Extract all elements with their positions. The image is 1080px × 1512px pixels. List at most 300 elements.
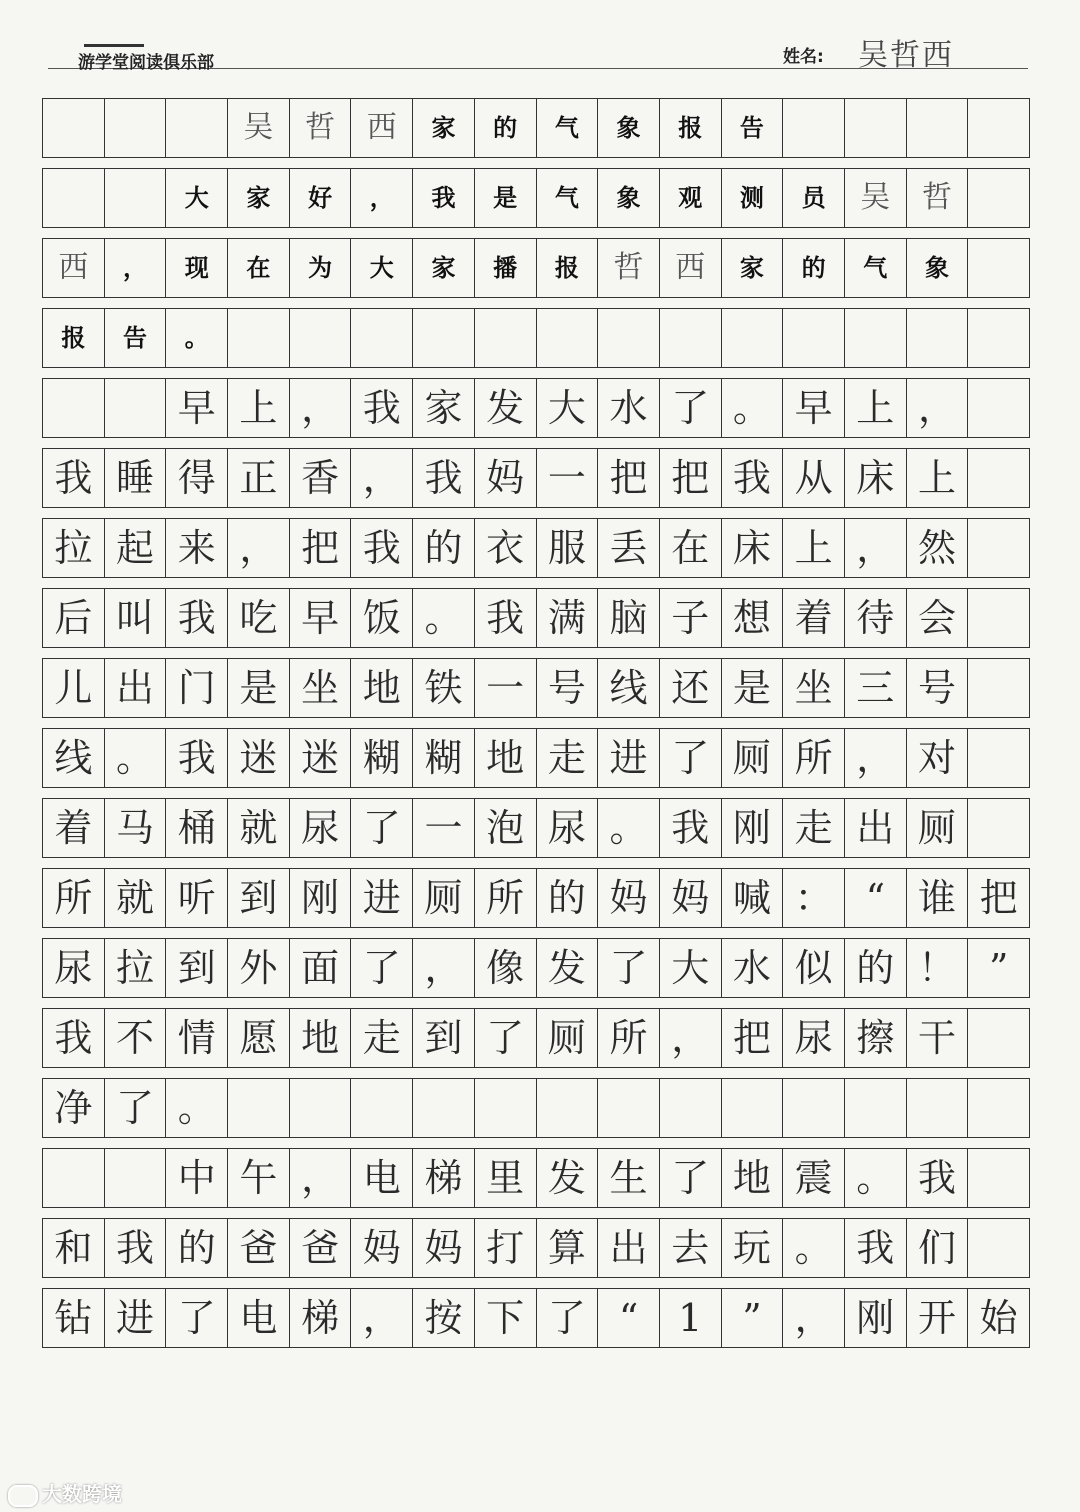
grid-cell: 员	[783, 169, 845, 227]
grid-cell	[537, 309, 599, 367]
grid-cell: 就	[105, 869, 167, 927]
grid-cell: 大	[537, 379, 599, 437]
grid-cell: 饭	[351, 589, 413, 647]
grid-cell: 我	[475, 589, 537, 647]
grid-cell	[105, 169, 167, 227]
grid-cell: ，	[351, 1289, 413, 1347]
student-name: 吴哲西	[858, 38, 954, 73]
grid-cell	[968, 309, 1030, 367]
grid-cell: 大	[166, 169, 228, 227]
grid-cell: 早	[166, 379, 228, 437]
grid-cell: 和	[43, 1219, 105, 1277]
grid-row	[42, 868, 1030, 928]
grid-row	[42, 518, 1030, 578]
grid-cell: 号	[907, 659, 969, 717]
grid-cell: 为	[290, 239, 352, 297]
grid-cell: 家	[413, 379, 475, 437]
grid-cell: 了	[351, 799, 413, 857]
grid-cell: 到	[413, 1009, 475, 1067]
grid-cell: ：	[783, 869, 845, 927]
grid-cell	[907, 1079, 969, 1137]
grid-cell: ”	[968, 939, 1030, 997]
grid-cell	[351, 309, 413, 367]
grid-cell: 地	[722, 1149, 784, 1207]
grid-cell: 现	[166, 239, 228, 297]
grid-cell: ，	[660, 1009, 722, 1067]
grid-cell: 地	[351, 659, 413, 717]
grid-cell: 象	[598, 99, 660, 157]
grid-cell	[968, 659, 1030, 717]
grid-cell: 发	[537, 939, 599, 997]
grid-cell: 告	[722, 99, 784, 157]
grid-cell: 叫	[105, 589, 167, 647]
grid-cell: 报	[537, 239, 599, 297]
grid-cell: ，	[783, 1289, 845, 1347]
grid-cell: 爸	[228, 1219, 290, 1277]
grid-cell: 从	[783, 449, 845, 507]
grid-cell: 喊	[722, 869, 784, 927]
grid-cell	[43, 99, 105, 157]
grid-cell: 走	[783, 799, 845, 857]
grid-cell: 按	[413, 1289, 475, 1347]
name-label: 姓名:	[783, 47, 824, 67]
grid-cell: 到	[166, 939, 228, 997]
grid-cell: 着	[43, 799, 105, 857]
grid-cell: 生	[598, 1149, 660, 1207]
grid-cell: 一	[413, 799, 475, 857]
grid-cell: 迷	[228, 729, 290, 787]
grid-cell: 泡	[475, 799, 537, 857]
grid-cell: 测	[722, 169, 784, 227]
grid-cell: 对	[907, 729, 969, 787]
grid-cell	[105, 1149, 167, 1207]
grid-cell: 桶	[166, 799, 228, 857]
grid-row	[42, 1218, 1030, 1278]
grid-cell	[783, 99, 845, 157]
grid-cell: 哲	[598, 239, 660, 297]
grid-cell: ！	[907, 939, 969, 997]
grid-cell: 梯	[290, 1289, 352, 1347]
grid-cell	[968, 99, 1030, 157]
grid-cell: 厕	[907, 799, 969, 857]
grid-cell: 家	[228, 169, 290, 227]
grid-cell: 。	[783, 1219, 845, 1277]
grid-cell: 始	[968, 1289, 1030, 1347]
grid-cell: 所	[475, 869, 537, 927]
grid-cell: 了	[660, 729, 722, 787]
grid-cell: 妈	[413, 1219, 475, 1277]
grid-cell: ，	[907, 379, 969, 437]
grid-cell	[290, 1079, 352, 1137]
grid-cell: 哲	[290, 99, 352, 157]
grid-cell: 的	[783, 239, 845, 297]
grid-row	[42, 168, 1030, 228]
grid-cell: 了	[660, 379, 722, 437]
watermark-logo-icon	[8, 1485, 38, 1507]
grid-cell: 糊	[413, 729, 475, 787]
grid-cell: 1	[660, 1289, 722, 1347]
grid-cell: 擦	[845, 1009, 907, 1067]
grid-row	[42, 658, 1030, 718]
grid-cell	[968, 379, 1030, 437]
grid-cell: 好	[290, 169, 352, 227]
grid-cell	[968, 1219, 1030, 1277]
grid-cell: 了	[166, 1289, 228, 1347]
grid-cell	[845, 309, 907, 367]
grid-cell: 出	[105, 659, 167, 717]
grid-cell: 线	[43, 729, 105, 787]
grid-cell: 了	[105, 1079, 167, 1137]
grid-cell: 把	[968, 869, 1030, 927]
grid-cell: 。	[598, 799, 660, 857]
grid-cell: 迷	[290, 729, 352, 787]
grid-cell: 铁	[413, 659, 475, 717]
grid-cell	[166, 99, 228, 157]
grid-cell: 上	[228, 379, 290, 437]
grid-cell	[413, 1079, 475, 1137]
grid-cell: 我	[351, 519, 413, 577]
grid-cell: 西	[43, 239, 105, 297]
grid-cell: 是	[228, 659, 290, 717]
grid-cell	[783, 309, 845, 367]
grid-cell	[968, 1149, 1030, 1207]
grid-cell: 妈	[660, 869, 722, 927]
grid-row	[42, 1148, 1030, 1208]
grid-cell: 厕	[722, 729, 784, 787]
grid-row	[42, 238, 1030, 298]
grid-row	[42, 938, 1030, 998]
grid-cell	[537, 1079, 599, 1137]
grid-cell: 床	[845, 449, 907, 507]
grid-cell: 震	[783, 1149, 845, 1207]
grid-cell: 号	[537, 659, 599, 717]
grid-cell: 观	[660, 169, 722, 227]
grid-cell: 儿	[43, 659, 105, 717]
grid-cell: 刚	[290, 869, 352, 927]
grid-cell: 刚	[722, 799, 784, 857]
grid-cell: 拉	[43, 519, 105, 577]
grid-cell: 我	[166, 589, 228, 647]
grid-cell: 所	[43, 869, 105, 927]
grid-cell: “	[598, 1289, 660, 1347]
grid-row	[42, 588, 1030, 648]
grid-cell: 就	[228, 799, 290, 857]
grid-cell: 进	[351, 869, 413, 927]
grid-cell: 水	[722, 939, 784, 997]
grid-cell: 地	[290, 1009, 352, 1067]
grid-cell: 把	[660, 449, 722, 507]
watermark	[8, 1478, 122, 1507]
grid-cell: 水	[598, 379, 660, 437]
grid-cell: 待	[845, 589, 907, 647]
grid-cell: 我	[722, 449, 784, 507]
grid-cell: 地	[475, 729, 537, 787]
grid-cell: 上	[845, 379, 907, 437]
grid-cell: 。	[105, 729, 167, 787]
grid-cell	[598, 309, 660, 367]
grid-cell: 电	[228, 1289, 290, 1347]
grid-cell: 着	[783, 589, 845, 647]
grid-cell: 发	[475, 379, 537, 437]
grid-cell: 去	[660, 1219, 722, 1277]
grid-cell	[43, 1149, 105, 1207]
grid-cell: 象	[907, 239, 969, 297]
grid-cell: 听	[166, 869, 228, 927]
grid-cell	[105, 379, 167, 437]
grid-cell: 所	[598, 1009, 660, 1067]
grid-cell: 马	[105, 799, 167, 857]
grid-cell	[845, 1079, 907, 1137]
grid-cell: 妈	[598, 869, 660, 927]
grid-cell: 梯	[413, 1149, 475, 1207]
grid-cell: 早	[290, 589, 352, 647]
grid-cell	[43, 169, 105, 227]
grid-cell: 然	[907, 519, 969, 577]
grid-cell: 坐	[290, 659, 352, 717]
grid-cell	[907, 99, 969, 157]
grid-cell: 气	[845, 239, 907, 297]
grid-cell: 中	[166, 1149, 228, 1207]
grid-cell: 报	[43, 309, 105, 367]
grid-cell: 播	[475, 239, 537, 297]
grid-cell: 门	[166, 659, 228, 717]
grid-cell: 报	[660, 99, 722, 157]
grid-cell	[475, 309, 537, 367]
grid-cell: 里	[475, 1149, 537, 1207]
grid-cell	[598, 1079, 660, 1137]
grid-cell: 们	[907, 1219, 969, 1277]
grid-cell: 出	[598, 1219, 660, 1277]
grid-cell: 我	[845, 1219, 907, 1277]
grid-cell: 睡	[105, 449, 167, 507]
page-header	[48, 28, 1028, 73]
grid-cell: 服	[537, 519, 599, 577]
grid-cell: 气	[537, 99, 599, 157]
grid-cell: 家	[722, 239, 784, 297]
grid-cell: 吃	[228, 589, 290, 647]
grid-cell: ，	[845, 729, 907, 787]
grid-cell: 了	[351, 939, 413, 997]
grid-cell: 坐	[783, 659, 845, 717]
grid-cell: 我	[413, 449, 475, 507]
grid-cell: 我	[43, 1009, 105, 1067]
grid-cell: 三	[845, 659, 907, 717]
grid-row	[42, 728, 1030, 788]
grid-cell: 我	[660, 799, 722, 857]
grid-cell	[968, 519, 1030, 577]
grid-cell: 正	[228, 449, 290, 507]
grid-cell: ，	[351, 449, 413, 507]
grid-cell: 妈	[351, 1219, 413, 1277]
grid-cell: 家	[413, 239, 475, 297]
grid-cell	[722, 1079, 784, 1137]
grid-cell: 早	[783, 379, 845, 437]
grid-cell: 我	[413, 169, 475, 227]
grid-row	[42, 378, 1030, 438]
grid-row	[42, 1078, 1030, 1138]
grid-cell: 象	[598, 169, 660, 227]
grid-cell	[475, 1079, 537, 1137]
grid-cell	[228, 309, 290, 367]
grid-cell: ，	[105, 239, 167, 297]
grid-cell: 的	[845, 939, 907, 997]
grid-cell: ，	[228, 519, 290, 577]
grid-cell: 把	[722, 1009, 784, 1067]
grid-cell: 。	[845, 1149, 907, 1207]
grid-cell	[413, 309, 475, 367]
grid-cell: 大	[351, 239, 413, 297]
grid-cell: 的	[166, 1219, 228, 1277]
grid-cell: 吴	[845, 169, 907, 227]
grid-cell: 所	[783, 729, 845, 787]
grid-cell: 。	[413, 589, 475, 647]
grid-row	[42, 1008, 1030, 1068]
grid-cell: 尿	[290, 799, 352, 857]
grid-cell: 我	[166, 729, 228, 787]
grid-cell: 吴	[228, 99, 290, 157]
grid-cell: 。	[166, 1079, 228, 1137]
grid-cell: 一	[537, 449, 599, 507]
grid-cell: ，	[290, 1149, 352, 1207]
grid-cell: 开	[907, 1289, 969, 1347]
grid-cell: 净	[43, 1079, 105, 1137]
grid-cell: 钻	[43, 1289, 105, 1347]
grid-cell: 午	[228, 1149, 290, 1207]
grid-cell: 走	[537, 729, 599, 787]
grid-cell: 的	[537, 869, 599, 927]
grid-cell: 大	[660, 939, 722, 997]
grid-cell: ，	[290, 379, 352, 437]
grid-row	[42, 1288, 1030, 1348]
grid-cell	[783, 1079, 845, 1137]
grid-cell: 刚	[845, 1289, 907, 1347]
grid-cell: 是	[722, 659, 784, 717]
grid-cell: 拉	[105, 939, 167, 997]
grid-cell: 到	[228, 869, 290, 927]
grid-cell	[968, 1079, 1030, 1137]
grid-cell: 干	[907, 1009, 969, 1067]
grid-cell: 把	[598, 449, 660, 507]
grid-cell: 是	[475, 169, 537, 227]
grid-cell	[968, 449, 1030, 507]
grid-cell: 我	[351, 379, 413, 437]
grid-cell: 我	[105, 1219, 167, 1277]
grid-cell: 丢	[598, 519, 660, 577]
grid-cell: 妈	[475, 449, 537, 507]
grid-cell: ，	[351, 169, 413, 227]
grid-cell: 下	[475, 1289, 537, 1347]
grid-cell: 爸	[290, 1219, 352, 1277]
grid-cell: 家	[413, 99, 475, 157]
grid-cell: 玩	[722, 1219, 784, 1277]
grid-cell: 不	[105, 1009, 167, 1067]
grid-cell	[968, 729, 1030, 787]
grid-cell: 西	[660, 239, 722, 297]
grid-cell: 把	[290, 519, 352, 577]
grid-cell: 。	[722, 379, 784, 437]
grid-cell: 发	[537, 1149, 599, 1207]
grid-cell: 上	[907, 449, 969, 507]
grid-cell: 面	[290, 939, 352, 997]
grid-row	[42, 798, 1030, 858]
grid-cell: 糊	[351, 729, 413, 787]
grid-cell: 气	[537, 169, 599, 227]
grid-cell: 子	[660, 589, 722, 647]
grid-cell: 似	[783, 939, 845, 997]
grid-cell: ，	[845, 519, 907, 577]
grid-cell: 出	[845, 799, 907, 857]
grid-cell: 后	[43, 589, 105, 647]
grid-cell	[907, 309, 969, 367]
writing-grid	[42, 98, 1030, 1358]
grid-row	[42, 308, 1030, 368]
grid-cell	[845, 99, 907, 157]
grid-cell: 了	[475, 1009, 537, 1067]
grid-cell	[43, 379, 105, 437]
grid-cell: 想	[722, 589, 784, 647]
grid-cell: 情	[166, 1009, 228, 1067]
grid-cell: 进	[598, 729, 660, 787]
grid-cell: 我	[43, 449, 105, 507]
grid-cell	[968, 169, 1030, 227]
grid-cell	[290, 309, 352, 367]
grid-cell: 外	[228, 939, 290, 997]
grid-row	[42, 98, 1030, 158]
grid-cell	[228, 1079, 290, 1137]
grid-cell: 还	[660, 659, 722, 717]
grid-cell	[968, 1009, 1030, 1067]
grid-cell: 厕	[413, 869, 475, 927]
grid-cell: 床	[722, 519, 784, 577]
grid-cell: 线	[598, 659, 660, 717]
grid-cell: 告	[105, 309, 167, 367]
grid-cell: 脑	[598, 589, 660, 647]
grid-cell: 谁	[907, 869, 969, 927]
grid-cell: 我	[907, 1149, 969, 1207]
grid-cell: 的	[475, 99, 537, 157]
grid-cell: 算	[537, 1219, 599, 1277]
grid-cell: 厕	[537, 1009, 599, 1067]
grid-cell	[968, 799, 1030, 857]
grid-cell	[968, 589, 1030, 647]
grid-cell: 会	[907, 589, 969, 647]
grid-cell: “	[845, 869, 907, 927]
grid-cell: 走	[351, 1009, 413, 1067]
grid-cell: 像	[475, 939, 537, 997]
grid-cell: 起	[105, 519, 167, 577]
grid-cell: 衣	[475, 519, 537, 577]
grid-cell: 愿	[228, 1009, 290, 1067]
grid-cell: ”	[722, 1289, 784, 1347]
grid-cell: 尿	[783, 1009, 845, 1067]
grid-cell: 一	[475, 659, 537, 717]
grid-cell	[660, 1079, 722, 1137]
grid-cell: 了	[598, 939, 660, 997]
header-pen-mark	[84, 44, 144, 47]
grid-cell: 了	[537, 1289, 599, 1347]
club-name: 游学堂阅读俱乐部	[78, 53, 214, 73]
grid-row	[42, 448, 1030, 508]
grid-cell	[722, 309, 784, 367]
grid-cell: 打	[475, 1219, 537, 1277]
grid-cell: 进	[105, 1289, 167, 1347]
watermark-text: 大数跨境	[42, 1482, 122, 1506]
grid-cell: 满	[537, 589, 599, 647]
grid-cell: 上	[783, 519, 845, 577]
grid-cell: 的	[413, 519, 475, 577]
grid-cell: 来	[166, 519, 228, 577]
grid-cell: 。	[166, 309, 228, 367]
